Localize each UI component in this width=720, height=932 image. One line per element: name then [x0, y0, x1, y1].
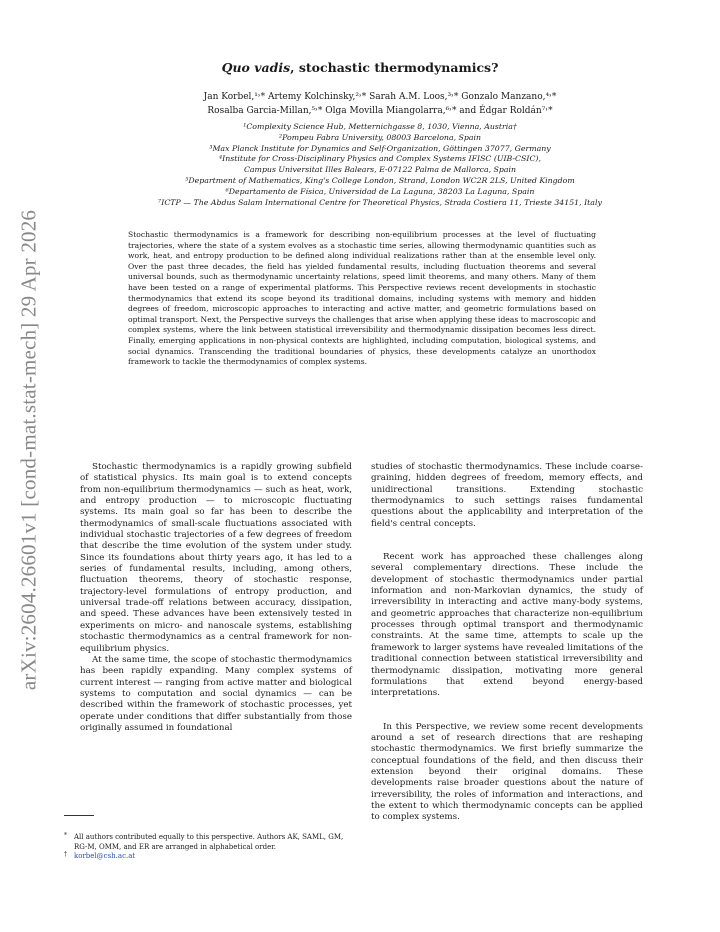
author-line-1: Jan Korbel,¹˒* Artemy Kolchinsky,²˒* Sarah A.M. Loos,³˒* Gonzalo Manzano,⁴˒* [203, 92, 557, 102]
left-column [80, 462, 352, 734]
affiliation-1: ¹Complexity Science Hub, Metternichgasse 8, 1030, Vienna, Austria† [243, 122, 517, 131]
affiliation-6: ⁶Departamento de Física, Universidad de La Laguna, 38203 La Laguna, Spain [225, 186, 535, 196]
body-paragraph: Recent work has approached these challenges along several complementary directions. These include the development of stochastic thermodynamics under partial information and non-Markovian dynamics, the study of irreversibility in interacting and active many-body systems, and geometric approaches that characterize non-equilibrium processes through optimal transport and thermodynamic constraints. At the same time, attempts to scale up the framework to larger systems have revealed limitations of the traditional connection between statistical irreversibility and thermodynamic dissipation, motivating more general formulations that extend beyond energy-based interpretations. [371, 552, 643, 699]
body-paragraph: At the same time, the scope of stochastic thermodynamics has been rapidly expanding. Many complex systems of current interest — ranging from active matter and biological systems to computation and social dynamics — can be described within the framework of stochastic processes, yet operate under conditions that differ substantially from those originally assumed in foundational [80, 654, 352, 733]
abstract: Stochastic thermodynamics is a framework for describing non-equilibrium processes at the level of fluctuating trajectories, where the state of a system evolves as a stochastic time series, allowing thermodynamic quantities such as work, heat, and entropy production to be defined along individual realizations rather than at the ensemble level only. Over the past three decades, the field has yielded fundamental results, including fluctuation theorems and several universal bounds, such as thermodynamic uncertainty relations, speed limit theorems, and many others. Many of them have been tested on a range of experimental platforms. This Perspective reviews recent developments in stochastic thermodynamics that extend its scope beyond its traditional domains, including systems with memory and hidden degrees of freedom, microscopic approaches to interacting and active matter, and geometric formulations based on optimal transport. Next, the Perspective surveys the challenges that arise when applying these ideas to macroscopic and complex systems, where the link between statistical irreversibility and thermodynamic dissipation becomes less direct. Finally, emerging applications in non-physical contexts are highlighted, including computation, biological systems, and social dynamics. Transcending the traditional boundaries of physics, these developments catalyze an unorthodox framework to tackle the thermodynamics of complex systems. [128, 230, 596, 367]
affiliation-5: ⁵Department of Mathematics, King's College London, Strand, London WC2R 2LS, United Kingdom [185, 175, 575, 185]
footnote-mark: * [64, 832, 67, 839]
footnote-email [62, 852, 352, 862]
affiliation-4: ⁴Institute for Cross-Disciplinary Physics and Complex Systems IFISC (UIB-CSIC), [219, 154, 541, 164]
footnote-equal-contribution [62, 833, 352, 852]
arxiv-identifier[interactable]: arXiv:2604.26601v1 [cond-mat.stat-mech] 29 Apr 2026 [16, 209, 41, 691]
arxiv-sidebar [4, 210, 54, 690]
author-line-2: Rosalba Garcia-Millan,⁵˒* Olga Movilla Miangolarra,⁶˒* and Édgar Roldán⁷˒* [207, 106, 553, 116]
affiliation-2: ²Pompeu Fabra University, 08003 Barcelona, Spain [278, 132, 482, 142]
right-column [371, 462, 643, 824]
author-list [100, 90, 660, 118]
footnote-mark: † [64, 851, 67, 858]
affiliation-4-cont: Campus Universitat Illes Balears, E-07122 Palma de Mallorca, Spain [243, 165, 517, 175]
footnote-rule [64, 815, 94, 816]
body-paragraph: In this Perspective, we review some recent developments around a set of research directions that are reshaping stochastic thermodynamics. We first briefly summarize the conceptual foundations of the field, and then discuss their extension beyond their original domains. These developments raise broader questions about the nature of irreversibility, the roles of information and interactions, and the extent to which thermodynamic concepts can be applied to complex systems. [371, 721, 643, 823]
email-link[interactable]: korbel@csh.ac.at [74, 852, 136, 860]
body-paragraph: studies of stochastic thermodynamics. These include coarse-graining, hidden degrees of freedom, memory effects, and unidirectional transitions. Extending stochastic thermodynamics to such settings raises fundamental questions about the applicability and interpretation of the field's central concepts. [371, 462, 643, 529]
title-italic: Quo vadis [221, 60, 291, 75]
affiliation-7: ⁷ICTP — The Abdus Salam International Centre for Theoretical Physics, Strada Costiera 11, Trieste 34151, Italy [158, 197, 602, 207]
title-rest: , stochastic thermodynamics? [290, 60, 499, 75]
affiliation-3: ³Max Planck Institute for Dynamics and Self-Organization, Göttingen 37077, Germany [209, 143, 551, 153]
footnotes [62, 833, 352, 862]
affiliations [70, 122, 690, 208]
paper-title [0, 60, 720, 75]
body-paragraph: Stochastic thermodynamics is a rapidly growing subfield of statistical physics. Its main goal is to extend concepts from non-equilibrium thermodynamics — such as heat, work, and entropy production — to microscopic fluctuating systems. Its main goal so far has been to describe the thermodynamics of small-scale fluctuations associated with individual stochastic trajectories of a few degrees of freedom that describe the time evolution of the system under study. Since its foundations about thirty years ago, it has led to a series of fundamental results, including, among others, fluctuation theorems, theory of stochastic response, trajectory-level formulations of entropy production, and universal trade-off relations between accuracy, dissipation, and speed. These advances have been extensively tested in experiments on micro- and nanoscale systems, establishing stochastic thermodynamics as a central framework for non-equilibrium physics. [80, 462, 352, 654]
footnote-text: All authors contributed equally to this perspective. Authors AK, SAML, GM, RG-M, OMM, and ER are arranged in alphabetical order. [74, 833, 344, 851]
